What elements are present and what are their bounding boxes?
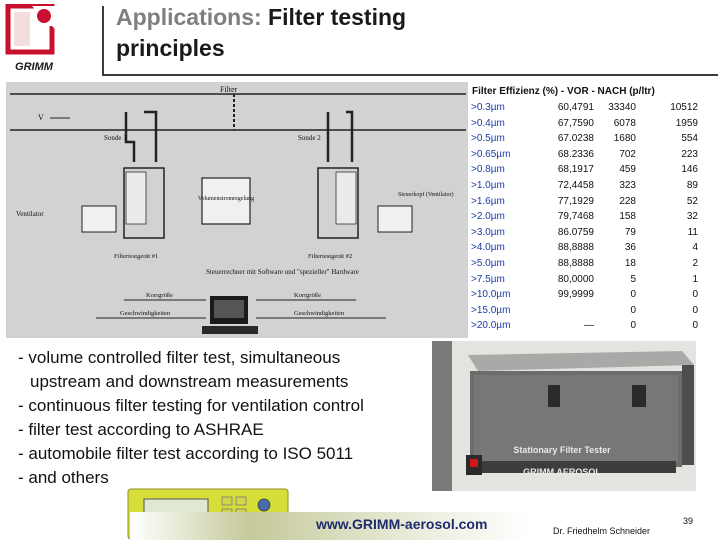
diagram-correction1: Korrgröße [146, 292, 173, 299]
value-cell: 1959 [675, 117, 698, 129]
value-cell: 4 [692, 242, 698, 254]
size-channel-cell: >0.5µm [471, 133, 505, 145]
table-row [468, 227, 700, 243]
value-cell: 18 [624, 257, 636, 269]
slide-title [116, 2, 406, 64]
device-brand: GRIMM AEROSOL [523, 467, 601, 477]
bullet-item: - filter test according to ASHRAE [18, 420, 264, 439]
size-channel-cell: >0.65µm [471, 148, 511, 160]
size-channel-cell: >0.4µm [471, 117, 505, 129]
size-channel-cell: >10.0µm [471, 289, 511, 301]
value-cell: 72,4458 [557, 179, 594, 191]
value-cell: 1 [692, 273, 698, 285]
value-cell: 554 [681, 133, 698, 145]
diagram-correction2: Korrgröße [294, 292, 321, 299]
value-cell: 33340 [608, 102, 636, 113]
table-row [468, 289, 700, 305]
value-cell: 60,4791 [557, 102, 594, 113]
value-cell: 6078 [613, 117, 636, 129]
author-name: Dr. Friedhelm Schneider [553, 526, 651, 536]
size-channel-cell: >0.8µm [471, 164, 505, 176]
value-cell: 1680 [613, 133, 636, 145]
size-channel-cell: >2.0µm [471, 211, 505, 223]
size-channel-cell: >7.5µm [471, 273, 505, 285]
value-cell: 10512 [670, 102, 698, 113]
header-divider-vertical [102, 6, 104, 74]
value-cell: 146 [681, 164, 698, 176]
table-header: Filter Effizienz (%) - VOR - NACH (p/ltr) [472, 86, 655, 97]
title-prefix: Applications: [116, 4, 262, 30]
bullet-item: - and others [18, 468, 109, 487]
value-cell: 0 [630, 320, 636, 332]
value-cell: 228 [619, 195, 636, 207]
table-row [468, 149, 700, 165]
size-channel-cell: >1.6µm [471, 195, 505, 207]
table-row [468, 305, 700, 321]
value-cell: 99,9999 [557, 289, 594, 301]
table-rows [468, 102, 700, 336]
table-row [468, 164, 700, 180]
value-cell: 223 [681, 148, 698, 160]
table-row [468, 196, 700, 212]
size-channel-cell: >1.0µm [471, 179, 505, 191]
diagram-control: Volumenstromregelung [197, 196, 255, 202]
value-cell: 89 [686, 179, 698, 191]
value-cell: 0 [692, 304, 698, 316]
size-channel-cell: >4.0µm [471, 242, 505, 254]
value-cell: 5 [630, 273, 636, 285]
value-cell: 11 [687, 226, 698, 238]
diagram-exhaust: Steuerkopf (Ventilator) [398, 192, 454, 198]
table-row [468, 211, 700, 227]
bullet-item: upstream and downstream measurements [30, 372, 349, 391]
bullet-item: - volume controlled filter test, simultaneous [18, 348, 341, 367]
stationary-filter-tester-photo [432, 341, 696, 491]
device-drawing [432, 341, 696, 491]
table-row [468, 320, 700, 336]
size-channel-cell: >3.0µm [471, 226, 505, 238]
bullet-list [18, 346, 364, 490]
website-link[interactable]: www.GRIMM-aerosol.com [316, 516, 488, 532]
value-cell: 67.0238 [557, 133, 594, 145]
value-cell: 86.0759 [557, 226, 594, 238]
header-divider-horizontal [102, 74, 718, 76]
size-channel-cell: >5.0µm [471, 257, 505, 269]
value-cell: 0 [630, 289, 636, 301]
diagram-device1: Filtertestgerät #1 [114, 253, 159, 260]
table-row [468, 118, 700, 134]
logo-text: GRIMM [15, 61, 53, 73]
value-cell: 459 [619, 164, 636, 176]
value-cell: 0 [692, 320, 698, 332]
value-cell: 0 [630, 304, 636, 316]
diagram-filter-label: Filter [220, 85, 238, 94]
diagram-v-label: V [38, 113, 44, 122]
value-cell: 323 [619, 179, 636, 191]
value-cell: 68,1917 [557, 164, 594, 176]
diagram-device2: Filtertestgerät #2 [308, 253, 353, 260]
table-row [468, 258, 700, 274]
efficiency-table [468, 82, 700, 338]
diagram-probe1: Sonde 1 [104, 134, 127, 142]
diagram-fan: Ventilator [16, 210, 44, 218]
value-cell: 79 [624, 226, 636, 238]
bullet-item: - automobile filter test according to ISO 5011 [18, 444, 354, 463]
filter-test-schematic [6, 82, 468, 338]
table-row [468, 133, 700, 149]
size-channel-cell: >20.0µm [471, 320, 511, 332]
value-cell: 79,7468 [557, 211, 594, 223]
diagram-speed1: Geschwindigkeiten [120, 310, 171, 317]
value-cell: 702 [619, 148, 636, 160]
table-row [468, 274, 700, 290]
value-cell: 88,8888 [557, 242, 594, 254]
device-label: Stationary Filter Tester [513, 445, 611, 455]
diagram-speed2: Geschwindigkeiten [294, 310, 345, 317]
value-cell: 68.2336 [557, 148, 594, 160]
page-number: 39 [683, 516, 694, 526]
size-channel-cell: >0.3µm [471, 102, 505, 113]
value-cell: 80,0000 [557, 273, 594, 285]
table-row [468, 180, 700, 196]
value-cell: 158 [619, 211, 636, 223]
grimm-logo [4, 4, 64, 76]
value-cell: 36 [624, 242, 636, 254]
table-row [468, 242, 700, 258]
value-cell: 67,7590 [557, 117, 594, 129]
diagram-probe2: Sonde 2 [298, 134, 321, 142]
schematic-drawing [6, 82, 468, 338]
title-rest: Filter testing [261, 4, 407, 30]
diagram-pc: Steuerrechner mit Software und "spezieller" Hardware [206, 268, 359, 276]
value-cell: 52 [686, 195, 698, 207]
value-cell: 2 [692, 257, 698, 269]
value-cell: 77,1929 [557, 195, 594, 207]
bullet-item: - continuous filter testing for ventilation control [18, 396, 364, 415]
value-cell: 0 [692, 289, 698, 301]
value-cell: 32 [686, 211, 698, 223]
title-line2: principles [116, 35, 225, 61]
size-channel-cell: >15.0µm [471, 304, 511, 316]
table-row [468, 102, 700, 118]
value-cell: 88,8888 [557, 257, 594, 269]
value-cell: — [584, 320, 594, 332]
